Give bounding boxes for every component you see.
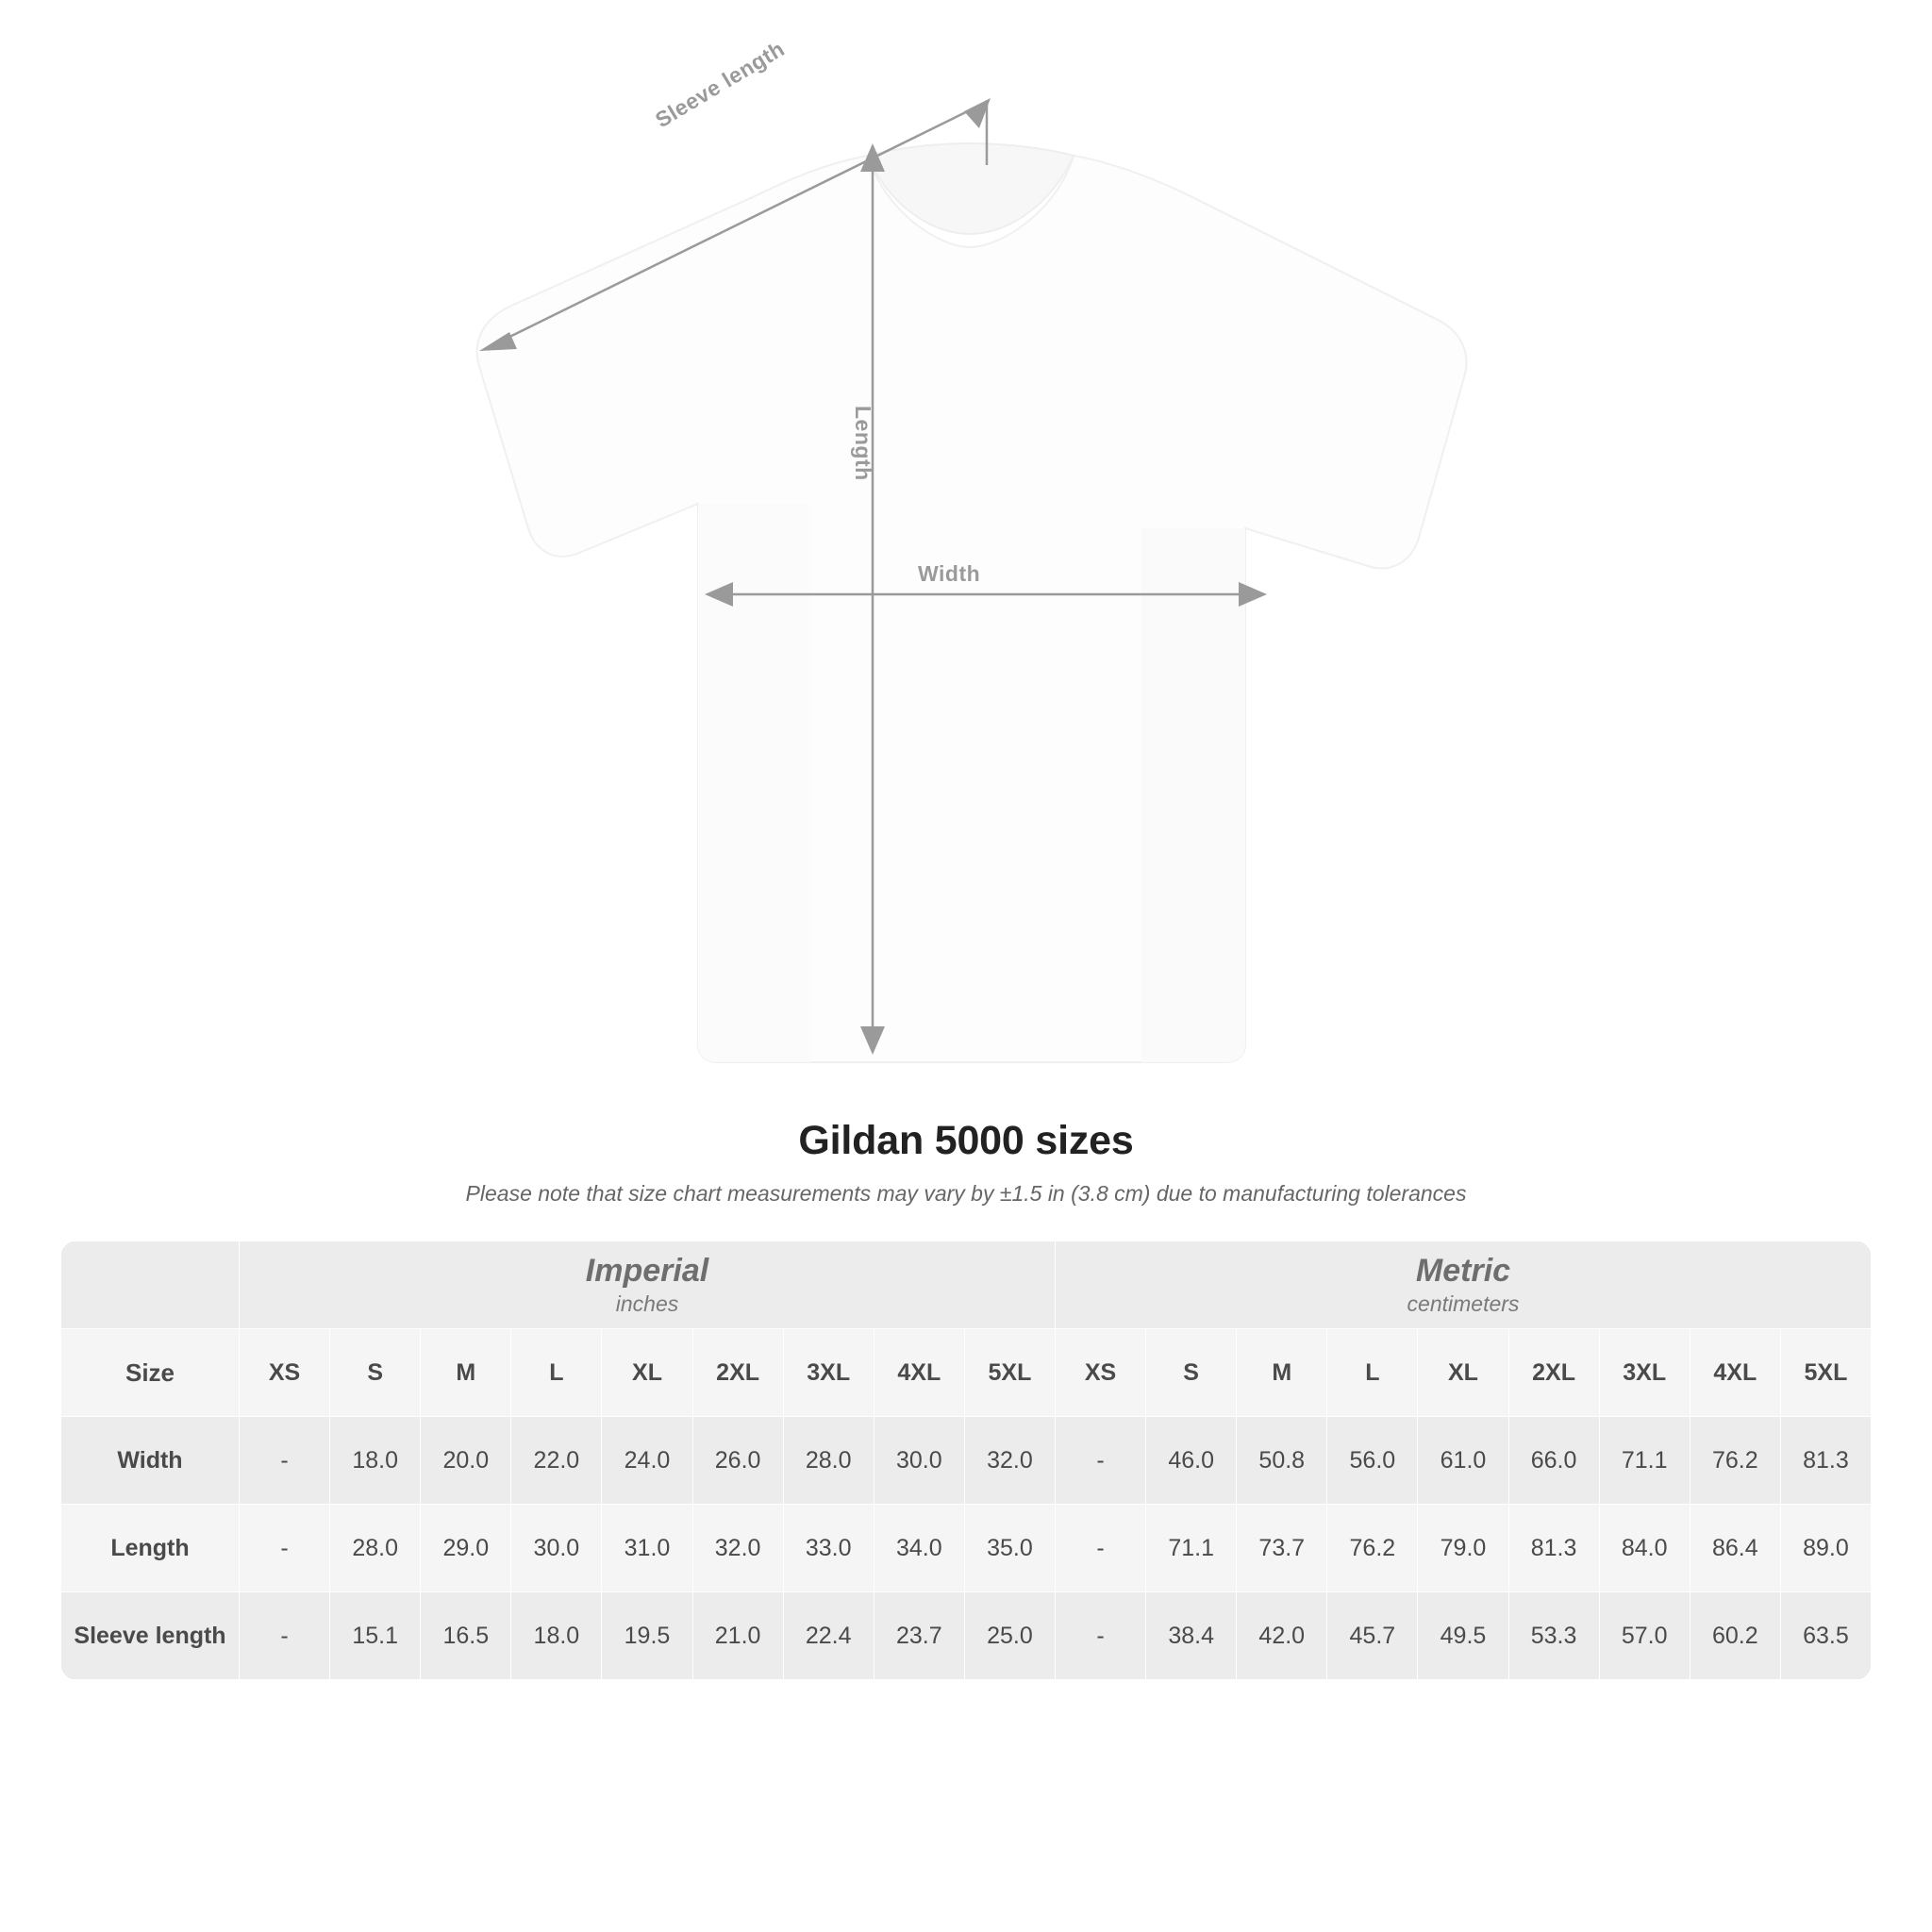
cell-width-met-0: -: [1055, 1417, 1145, 1505]
table-row: [61, 1592, 1872, 1680]
size-header-imperial-xs: XS: [240, 1329, 330, 1417]
cell-sleeve-imp-1: 15.1: [330, 1592, 421, 1680]
length-label: Length: [851, 406, 875, 481]
cell-sleeve-imp-8: 25.0: [964, 1592, 1055, 1680]
cell-sleeve-met-3: 45.7: [1327, 1592, 1418, 1680]
cell-sleeve-imp-5: 21.0: [692, 1592, 783, 1680]
size-table-wrapper: [60, 1241, 1872, 1680]
cell-length-met-8: 89.0: [1780, 1505, 1871, 1592]
size-header-imperial-3xl: 3XL: [783, 1329, 874, 1417]
cell-sleeve-met-5: 53.3: [1508, 1592, 1599, 1680]
size-header-metric-4xl: 4XL: [1690, 1329, 1780, 1417]
cell-length-met-6: 84.0: [1599, 1505, 1690, 1592]
size-header-metric-2xl: 2XL: [1508, 1329, 1599, 1417]
cell-width-met-1: 46.0: [1146, 1417, 1237, 1505]
cell-length-imp-1: 28.0: [330, 1505, 421, 1592]
cell-sleeve-met-7: 60.2: [1690, 1592, 1780, 1680]
cell-length-imp-0: -: [240, 1505, 330, 1592]
tolerance-note: Please note that size chart measurements may vary by ±1.5 in (3.8 cm) due to manufacturing tolerances: [465, 1181, 1467, 1206]
unit-header-metric: [1055, 1241, 1871, 1329]
sleeve-length-label: Sleeve length: [651, 36, 790, 133]
size-header-metric-xl: XL: [1418, 1329, 1508, 1417]
size-header-metric-s: S: [1146, 1329, 1237, 1417]
cell-width-met-2: 50.8: [1237, 1417, 1327, 1505]
unit-sub-imperial: inches: [615, 1291, 679, 1317]
cell-length-met-0: -: [1055, 1505, 1145, 1592]
size-header-metric-l: L: [1327, 1329, 1418, 1417]
cell-sleeve-met-0: -: [1055, 1592, 1145, 1680]
size-header-imperial-xl: XL: [602, 1329, 692, 1417]
cell-length-imp-6: 33.0: [783, 1505, 874, 1592]
cell-sleeve-imp-6: 22.4: [783, 1592, 874, 1680]
size-header-row: [61, 1329, 1872, 1417]
size-header-imperial-s: S: [330, 1329, 421, 1417]
cell-width-met-3: 56.0: [1327, 1417, 1418, 1505]
cell-sleeve-met-1: 38.4: [1146, 1592, 1237, 1680]
size-header-imperial-2xl: 2XL: [692, 1329, 783, 1417]
cell-width-imp-6: 28.0: [783, 1417, 874, 1505]
size-header-metric-xs: XS: [1055, 1329, 1145, 1417]
row-label-length: Length: [61, 1505, 240, 1592]
size-header-imperial-l: L: [511, 1329, 602, 1417]
table-row: [61, 1505, 1872, 1592]
cell-length-met-2: 73.7: [1237, 1505, 1327, 1592]
page-title: Gildan 5000 sizes: [798, 1118, 1134, 1163]
cell-sleeve-met-2: 42.0: [1237, 1592, 1327, 1680]
cell-width-met-4: 61.0: [1418, 1417, 1508, 1505]
cell-length-imp-3: 30.0: [511, 1505, 602, 1592]
size-header-label: Size: [61, 1329, 240, 1417]
size-header-imperial-4xl: 4XL: [874, 1329, 964, 1417]
cell-width-imp-1: 18.0: [330, 1417, 421, 1505]
row-label-sleeve-length: Sleeve length: [61, 1592, 240, 1680]
cell-length-imp-8: 35.0: [964, 1505, 1055, 1592]
cell-length-met-1: 71.1: [1146, 1505, 1237, 1592]
cell-sleeve-imp-0: -: [240, 1592, 330, 1680]
cell-width-met-6: 71.1: [1599, 1417, 1690, 1505]
cell-length-met-4: 79.0: [1418, 1505, 1508, 1592]
size-header-metric-m: M: [1237, 1329, 1327, 1417]
cell-sleeve-imp-4: 19.5: [602, 1592, 692, 1680]
table-row: [61, 1417, 1872, 1505]
title-block: [0, 1118, 1932, 1207]
size-header-imperial-m: M: [421, 1329, 511, 1417]
cell-width-imp-7: 30.0: [874, 1417, 964, 1505]
unit-name-metric: Metric: [1415, 1252, 1511, 1289]
cell-width-imp-3: 22.0: [511, 1417, 602, 1505]
cell-width-imp-0: -: [240, 1417, 330, 1505]
size-table: [60, 1241, 1872, 1680]
row-label-width: Width: [61, 1417, 240, 1505]
tshirt-shape: [477, 143, 1467, 1062]
unit-name-imperial: Imperial: [585, 1252, 709, 1289]
cell-length-imp-2: 29.0: [421, 1505, 511, 1592]
cell-length-met-7: 86.4: [1690, 1505, 1780, 1592]
cell-sleeve-imp-7: 23.7: [874, 1592, 964, 1680]
cell-length-imp-5: 32.0: [692, 1505, 783, 1592]
cell-length-met-5: 81.3: [1508, 1505, 1599, 1592]
cell-width-imp-5: 26.0: [692, 1417, 783, 1505]
unit-header-spacer: [61, 1241, 240, 1329]
cell-length-met-3: 76.2: [1327, 1505, 1418, 1592]
cell-length-imp-7: 34.0: [874, 1505, 964, 1592]
cell-sleeve-imp-3: 18.0: [511, 1592, 602, 1680]
cell-width-imp-2: 20.0: [421, 1417, 511, 1505]
cell-width-imp-4: 24.0: [602, 1417, 692, 1505]
size-header-imperial-5xl: 5XL: [964, 1329, 1055, 1417]
cell-sleeve-imp-2: 16.5: [421, 1592, 511, 1680]
cell-sleeve-met-8: 63.5: [1780, 1592, 1871, 1680]
cell-width-met-7: 76.2: [1690, 1417, 1780, 1505]
cell-sleeve-met-6: 57.0: [1599, 1592, 1690, 1680]
cell-width-met-8: 81.3: [1780, 1417, 1871, 1505]
cell-sleeve-met-4: 49.5: [1418, 1592, 1508, 1680]
unit-header-imperial: [240, 1241, 1056, 1329]
width-label: Width: [918, 561, 981, 586]
unit-header-row: [61, 1241, 1872, 1329]
cell-width-met-5: 66.0: [1508, 1417, 1599, 1505]
unit-sub-metric: centimeters: [1407, 1291, 1520, 1317]
size-header-metric-3xl: 3XL: [1599, 1329, 1690, 1417]
size-header-metric-5xl: 5XL: [1780, 1329, 1871, 1417]
cell-length-imp-4: 31.0: [602, 1505, 692, 1592]
cell-width-imp-8: 32.0: [964, 1417, 1055, 1505]
